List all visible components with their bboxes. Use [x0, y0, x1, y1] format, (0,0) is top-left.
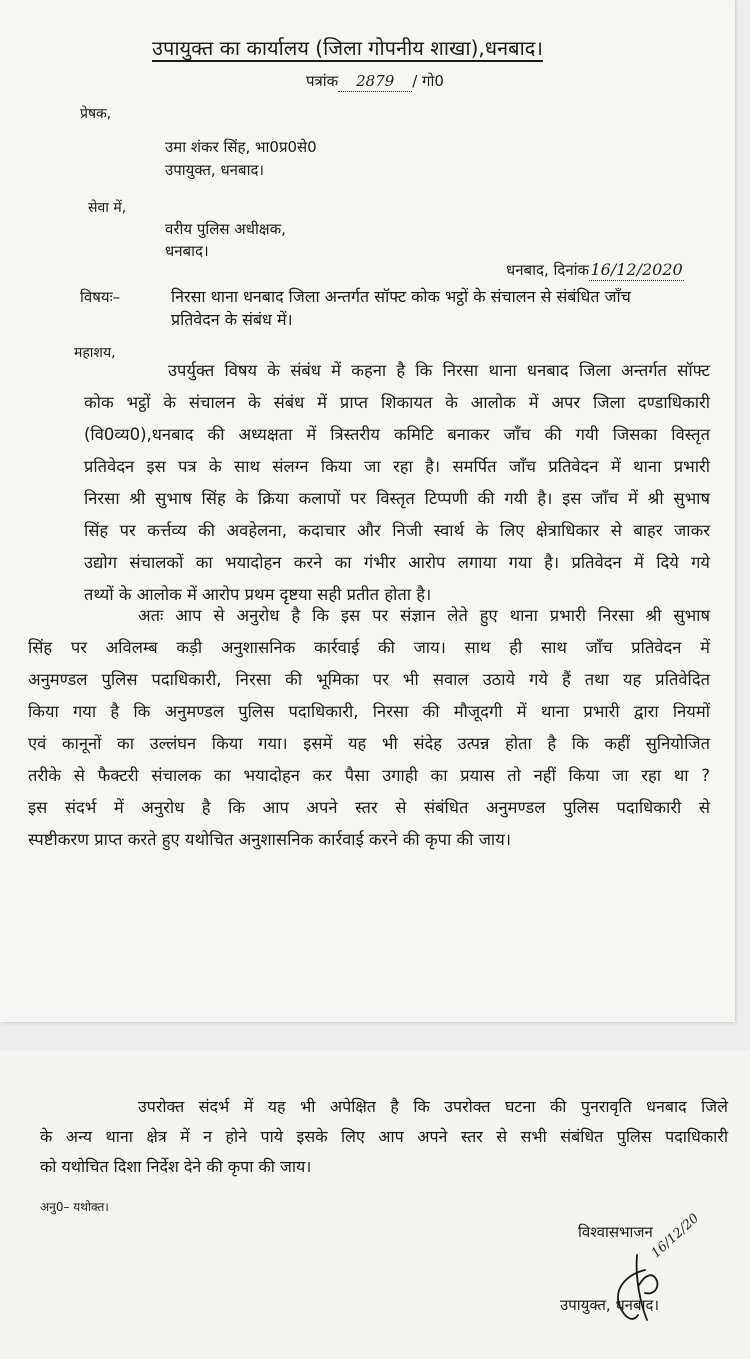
- paragraph-2: [28, 600, 710, 856]
- paragraph-line: उपरोक्त संदर्भ में यह भी अपेक्षित है कि उपरोक्त घटना की पुनरावृति धनबाद जिले: [138, 1097, 728, 1116]
- paragraph-line: कोक भट्ठों के संचालन के संबंध में प्राप्त शिकायत के आलोक में अपर जिला दण्डाधिकारी: [84, 393, 710, 412]
- sender-title: उपायुक्त, धनबाद।: [165, 161, 265, 179]
- sender-name: उमा शंकर सिंह, भा0प्र0से0: [165, 138, 317, 156]
- date-value: 16/12/2020: [590, 260, 683, 279]
- paragraph-line: उद्योग संचालकों का भयादोहन करने का गंभीर आरोप लगाया गया है। प्रतिवेदन में दिये गये: [84, 553, 710, 572]
- reference-suffix: / गो0: [412, 72, 444, 90]
- paragraph-line: के अन्य थाना क्षेत्र में न होने पाये इसके लिए आप अपने स्तर से सभी संबंधित पुलिस पदाधिकारी: [40, 1127, 728, 1146]
- recipient-name: वरीय पुलिस अधीक्षक,: [165, 220, 286, 238]
- paragraph-line: तथ्यों के आलोक में आरोप प्रथम दृष्टया सही प्रतीत होता है।: [84, 585, 432, 604]
- subject-line-1: निरसा थाना धनबाद जिला अन्तर्गत सॉफ्ट कोक भट्ठों के संचालन से संबंधित जाँच: [171, 287, 631, 306]
- reference-number: [306, 71, 444, 92]
- paragraph-line: निरसा श्री सुभाष सिंह के क्रिया कलापों पर विस्तृत टिप्पणी की गयी है। इस जाँच में श्री सुभाष: [84, 489, 710, 508]
- letter-page-2: [0, 1050, 750, 1359]
- paragraph-line: तरीके से फैक्टरी संचालक का भयादोहन कर पैसा उगाही का प्रयास तो नहीं किया जा रहा था ?: [28, 766, 710, 785]
- paragraph-line: किया गया है कि अनुमण्डल पुलिस पदाधिकारी, निरसा की मौजूदगी में थाना प्रभारी द्वारा नियमों: [28, 702, 710, 721]
- date-label: धनबाद, दिनांक: [506, 261, 590, 279]
- letter-date: [506, 260, 684, 281]
- paragraph-line: स्पष्टीकरण प्राप्त करते हुए यथोचित अनुशासनिक कार्रवाई करने की कृपा की जाय।: [28, 830, 512, 849]
- paragraph-line: प्रतिवेदन इस पत्र के साथ संलग्न किया जा रहा है। समर्पित जाँच प्रतिवेदन में थाना प्रभारी: [84, 457, 710, 476]
- paragraph-line: अतः आप से अनुरोध है कि इस पर संज्ञान लेते हुए थाना प्रभारी निरसा श्री सुभाष: [138, 606, 710, 625]
- recipient-place: धनबाद।: [165, 242, 209, 260]
- paragraph-line: सिंह पर कर्त्तव्य की अवहेलना, कदाचार और निजी स्वार्थ के लिए क्षेत्राधिकार से बाहर जाकर: [84, 521, 710, 540]
- paragraph-1: [84, 355, 710, 611]
- recipient-label: सेवा में,: [88, 200, 127, 216]
- closing-phrase: विश्वासभाजन: [578, 1223, 653, 1241]
- salutation: महाशय,: [74, 345, 116, 361]
- paragraph-line: एवं कानूनों का उल्लंघन किया गया। इसमें यह भी संदेह उत्पन्न होता है कि कहीं सुनियोजित: [28, 734, 710, 753]
- office-heading: उपायुक्त का कार्यालय (जिला गोपनीय शाखा),धनबाद।: [152, 36, 543, 60]
- paragraph-line: इस संदर्भ में अनुरोध है कि आप अपने स्तर से संबंधित अनुमण्डल पुलिस पदाधिकारी से: [28, 798, 710, 817]
- paragraph-line: उपर्युक्त विषय के संबंध में कहना है कि निरसा थाना धनबाद जिला अन्तर्गत सॉफ्ट: [168, 361, 710, 380]
- enclosure-note: अनु0– यथोक्त।: [40, 1200, 109, 1214]
- sender-label: प्रेषक,: [80, 106, 112, 122]
- paragraph-line: अनुमण्डल पुलिस पदाधिकारी, निरसा की भूमिका पर भी सवाल उठाये गये हैं तथा यह प्रतिवेदित: [28, 670, 710, 689]
- subject-label: विषयः–: [80, 288, 121, 306]
- paragraph-3: [40, 1092, 728, 1182]
- signature-date: 16/12/20: [648, 1210, 703, 1262]
- paragraph-line: सिंह पर अविलम्ब कड़ी अनुशासनिक कार्रवाई की जाय। साथ ही साथ जाँच प्रतिवेदन में: [28, 638, 710, 657]
- reference-label: पत्रांक: [306, 72, 339, 90]
- subject-line-2: प्रतिवेदन के संबंध में।: [171, 310, 293, 329]
- paragraph-line: को यथोचित दिशा निर्देश देने की कृपा की जाय।: [40, 1157, 312, 1176]
- reference-value: 2879: [338, 71, 412, 92]
- paragraph-line: (वि0व्य0),धनबाद की अध्यक्षता में त्रिस्तरीय कमिटि बनाकर जाँच की गयी जिसका विस्तृत: [84, 425, 710, 444]
- signatory-title: उपायुक्त, धनबाद।: [560, 1296, 660, 1314]
